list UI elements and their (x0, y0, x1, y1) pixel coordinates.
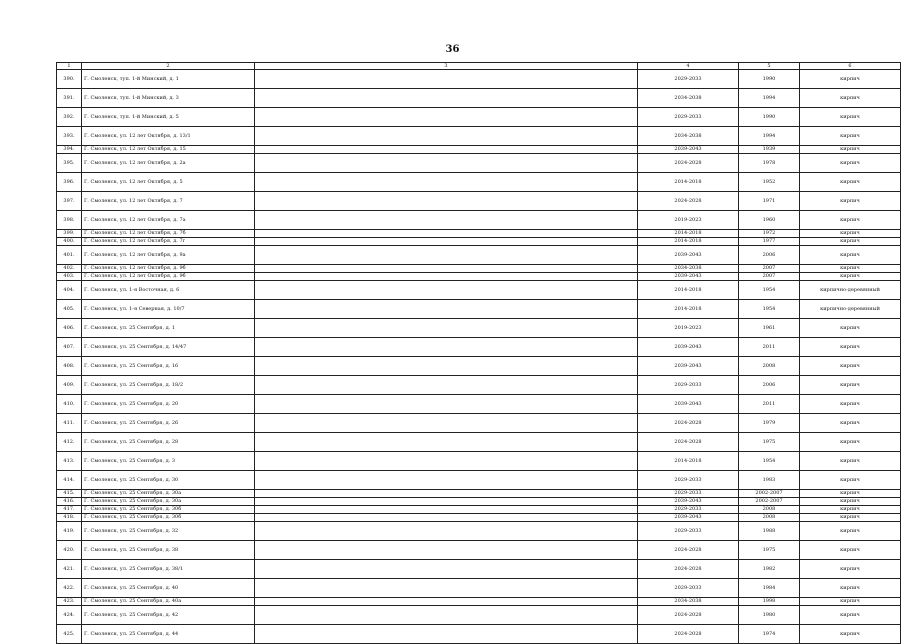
works-cell (255, 579, 638, 598)
period-cell: 2024-2028 (638, 154, 739, 173)
works-cell (255, 70, 638, 89)
address-cell: Г. Смоленск, ул. 25 Сентября, д. 16 (82, 357, 255, 376)
row-number: 403. (57, 273, 82, 281)
row-number: 415. (57, 490, 82, 498)
material-cell: кирпич (800, 625, 901, 644)
table-row (57, 625, 901, 644)
address-cell: Г. Смоленск, ул. 25 Сентября, д. 38/1 (82, 560, 255, 579)
row-number: 417. (57, 506, 82, 514)
address-cell: Г. Смоленск, ул. 25 Сентября, д. 3 (82, 452, 255, 471)
address-cell: Г. Смоленск, ул. 25 Сентября, д. 32 (82, 522, 255, 541)
period-cell: 2014-2018 (638, 281, 739, 300)
works-cell (255, 490, 638, 498)
address-cell: Г. Смоленск, ул. 25 Сентября, д. 42 (82, 606, 255, 625)
column-number: 3 (255, 63, 638, 70)
works-cell (255, 606, 638, 625)
table-row (57, 238, 901, 246)
row-number: 390. (57, 70, 82, 89)
material-cell: кирпич (800, 319, 901, 338)
table-row (57, 246, 901, 265)
address-cell: Г. Смоленск, ул. 25 Сентября, д. 30 (82, 471, 255, 490)
works-cell (255, 89, 638, 108)
row-number: 423. (57, 598, 82, 606)
address-cell: Г. Смоленск, ул. 25 Сентября, д. 30б (82, 506, 255, 514)
table-row (57, 471, 901, 490)
material-cell: кирпич (800, 606, 901, 625)
table-row (57, 281, 901, 300)
table-row (57, 230, 901, 238)
address-cell: Г. Смоленск, ул. 25 Сентября, д. 30а (82, 498, 255, 506)
material-cell: кирпич (800, 70, 901, 89)
page-number: 36 (445, 44, 460, 55)
material-cell: кирпич (800, 273, 901, 281)
row-number: 401. (57, 246, 82, 265)
material-cell: кирпич (800, 414, 901, 433)
address-cell: Г. Смоленск, ул. 25 Сентября, д. 26 (82, 414, 255, 433)
works-cell (255, 625, 638, 644)
year-cell: 2011 (739, 395, 800, 414)
column-number-row (57, 63, 901, 70)
year-cell: 1998 (739, 598, 800, 606)
works-cell (255, 522, 638, 541)
address-cell: Г. Смоленск, туп. 1-й Минский, д. 3 (82, 89, 255, 108)
material-cell: кирпич (800, 230, 901, 238)
year-cell: 1961 (739, 319, 800, 338)
works-cell (255, 506, 638, 514)
year-cell: 1975 (739, 433, 800, 452)
address-cell: Г. Смоленск, ул. 25 Сентября, д. 30б (82, 514, 255, 522)
table-row (57, 560, 901, 579)
address-cell: Г. Смоленск, ул. 25 Сентября, д. 20 (82, 395, 255, 414)
address-cell: Г. Смоленск, ул. 25 Сентября, д. 18/2 (82, 376, 255, 395)
material-cell: кирпич (800, 395, 901, 414)
row-number: 400. (57, 238, 82, 246)
year-cell: 1952 (739, 173, 800, 192)
year-cell: 1994 (739, 89, 800, 108)
address-cell: Г. Смоленск, ул. 12 лет Октября, д. 2а (82, 154, 255, 173)
row-number: 422. (57, 579, 82, 598)
year-cell: 2006 (739, 246, 800, 265)
works-cell (255, 376, 638, 395)
works-cell (255, 300, 638, 319)
period-cell: 2019-2023 (638, 319, 739, 338)
works-cell (255, 265, 638, 273)
year-cell: 1975 (739, 541, 800, 560)
year-cell: 2006 (739, 376, 800, 395)
row-number: 392. (57, 108, 82, 127)
address-cell: Г. Смоленск, ул. 12 лет Октября, д. 9а (82, 246, 255, 265)
works-cell (255, 541, 638, 560)
period-cell: 2014-2018 (638, 452, 739, 471)
row-number: 395. (57, 154, 82, 173)
table-row (57, 70, 901, 89)
material-cell: кирпич (800, 560, 901, 579)
row-number: 420. (57, 541, 82, 560)
period-cell: 2034-2038 (638, 127, 739, 146)
address-cell: Г. Смоленск, ул. 12 лет Октября, д. 7г (82, 238, 255, 246)
works-cell (255, 498, 638, 506)
material-cell: кирпич (800, 338, 901, 357)
year-cell: 1994 (739, 127, 800, 146)
year-cell: 1980 (739, 606, 800, 625)
works-cell (255, 471, 638, 490)
address-cell: Г. Смоленск, ул. 12 лет Октября, д. 7 (82, 192, 255, 211)
period-cell: 2014-2018 (638, 300, 739, 319)
works-cell (255, 452, 638, 471)
period-cell: 2024-2028 (638, 541, 739, 560)
works-cell (255, 211, 638, 230)
period-cell: 2029-2033 (638, 506, 739, 514)
row-number: 418. (57, 514, 82, 522)
material-cell: кирпич (800, 452, 901, 471)
table-row (57, 300, 901, 319)
period-cell: 2029-2033 (638, 471, 739, 490)
address-cell: Г. Смоленск, ул. 25 Сентября, д. 38 (82, 541, 255, 560)
address-cell: Г. Смоленск, ул. 25 Сентября, д. 30а (82, 490, 255, 498)
year-cell: 1983 (739, 471, 800, 490)
period-cell: 2014-2018 (638, 238, 739, 246)
period-cell: 2014-2018 (638, 230, 739, 238)
address-cell: Г. Смоленск, ул. 12 лет Октября, д. 5 (82, 173, 255, 192)
address-cell: Г. Смоленск, ул. 1-я Северная, д. 10/7 (82, 300, 255, 319)
works-cell (255, 414, 638, 433)
material-cell: кирпич (800, 146, 901, 154)
period-cell: 2029-2033 (638, 522, 739, 541)
works-cell (255, 395, 638, 414)
column-number: 1 (57, 63, 82, 70)
row-number: 393. (57, 127, 82, 146)
material-cell: кирпич (800, 490, 901, 498)
table-row (57, 89, 901, 108)
address-cell: Г. Смоленск, ул. 25 Сентября, д. 44 (82, 625, 255, 644)
table-row (57, 376, 901, 395)
year-cell: 1990 (739, 108, 800, 127)
material-cell: кирпич (800, 265, 901, 273)
period-cell: 2019-2023 (638, 211, 739, 230)
material-cell: кирпич (800, 154, 901, 173)
table-row (57, 211, 901, 230)
table-row (57, 273, 901, 281)
period-cell: 2039-2043 (638, 273, 739, 281)
address-cell: Г. Смоленск, ул. 12 лет Октября, д. 9б (82, 265, 255, 273)
address-cell: Г. Смоленск, ул. 12 лет Октября, д. 9б (82, 273, 255, 281)
table-row (57, 192, 901, 211)
works-cell (255, 108, 638, 127)
period-cell: 2024-2028 (638, 560, 739, 579)
material-cell: кирпич (800, 498, 901, 506)
works-cell (255, 560, 638, 579)
row-number: 414. (57, 471, 82, 490)
row-number: 396. (57, 173, 82, 192)
row-number: 399. (57, 230, 82, 238)
year-cell: 2011 (739, 338, 800, 357)
table-row (57, 541, 901, 560)
year-cell: 1977 (739, 238, 800, 246)
material-cell: кирпич (800, 211, 901, 230)
table-row (57, 598, 901, 606)
row-number: 421. (57, 560, 82, 579)
row-number: 402. (57, 265, 82, 273)
period-cell: 2034-2038 (638, 598, 739, 606)
row-number: 412. (57, 433, 82, 452)
period-cell: 2039-2043 (638, 338, 739, 357)
address-cell: Г. Смоленск, ул. 25 Сентября, д. 1 (82, 319, 255, 338)
material-cell: кирпич (800, 108, 901, 127)
material-cell: кирпич (800, 541, 901, 560)
works-cell (255, 173, 638, 192)
works-cell (255, 433, 638, 452)
works-cell (255, 598, 638, 606)
address-cell: Г. Смоленск, ул. 25 Сентября, д. 40а (82, 598, 255, 606)
works-cell (255, 273, 638, 281)
address-cell: Г. Смоленск, ул. 12 лет Октября, д. 7а (82, 211, 255, 230)
row-number: 397. (57, 192, 82, 211)
year-cell: 1978 (739, 154, 800, 173)
works-cell (255, 192, 638, 211)
row-number: 424. (57, 606, 82, 625)
row-number: 406. (57, 319, 82, 338)
period-cell: 2029-2033 (638, 376, 739, 395)
year-cell: 1954 (739, 281, 800, 300)
row-number: 409. (57, 376, 82, 395)
year-cell: 2002-2007 (739, 498, 800, 506)
row-number: 405. (57, 300, 82, 319)
year-cell: 1974 (739, 625, 800, 644)
address-cell: Г. Смоленск, туп. 1-й Минский, д. 5 (82, 108, 255, 127)
address-cell: Г. Смоленск, ул. 12 лет Октября, д. 7б (82, 230, 255, 238)
row-number: 411. (57, 414, 82, 433)
period-cell: 2034-2038 (638, 265, 739, 273)
period-cell: 2039-2043 (638, 146, 739, 154)
period-cell: 2039-2043 (638, 395, 739, 414)
material-cell: кирпич (800, 89, 901, 108)
housing-register-table (56, 62, 901, 644)
period-cell: 2024-2028 (638, 625, 739, 644)
year-cell: 1954 (739, 452, 800, 471)
row-number: 410. (57, 395, 82, 414)
table-row (57, 395, 901, 414)
period-cell: 2024-2028 (638, 414, 739, 433)
works-cell (255, 127, 638, 146)
row-number: 425. (57, 625, 82, 644)
period-cell: 2039-2043 (638, 498, 739, 506)
material-cell: кирпич (800, 522, 901, 541)
address-cell: Г. Смоленск, ул. 25 Сентября, д. 28 (82, 433, 255, 452)
row-number: 408. (57, 357, 82, 376)
year-cell: 1971 (739, 192, 800, 211)
year-cell: 1972 (739, 230, 800, 238)
year-cell: 2007 (739, 273, 800, 281)
period-cell: 2029-2033 (638, 490, 739, 498)
material-cell: кирпич (800, 192, 901, 211)
works-cell (255, 281, 638, 300)
period-cell: 2029-2033 (638, 579, 739, 598)
table-row (57, 514, 901, 522)
row-number: 416. (57, 498, 82, 506)
year-cell: 1979 (739, 414, 800, 433)
year-cell: 2008 (739, 357, 800, 376)
period-cell: 2029-2033 (638, 70, 739, 89)
table-row (57, 606, 901, 625)
year-cell: 1954 (739, 300, 800, 319)
table-row (57, 154, 901, 173)
year-cell: 1939 (739, 146, 800, 154)
material-cell: кирпич (800, 433, 901, 452)
table-row (57, 498, 901, 506)
row-number: 419. (57, 522, 82, 541)
address-cell: Г. Смоленск, ул. 25 Сентября, д. 40 (82, 579, 255, 598)
table-row (57, 108, 901, 127)
row-number: 413. (57, 452, 82, 471)
period-cell: 2039-2043 (638, 246, 739, 265)
table-row (57, 173, 901, 192)
column-number: 2 (82, 63, 255, 70)
table-row (57, 433, 901, 452)
year-cell: 1988 (739, 522, 800, 541)
column-number: 6 (800, 63, 901, 70)
year-cell: 1984 (739, 579, 800, 598)
material-cell: кирпич (800, 127, 901, 146)
row-number: 398. (57, 211, 82, 230)
year-cell: 2007 (739, 265, 800, 273)
material-cell: кирпич (800, 506, 901, 514)
table-row (57, 506, 901, 514)
works-cell (255, 319, 638, 338)
address-cell: Г. Смоленск, туп. 1-й Минский, д. 1 (82, 70, 255, 89)
year-cell: 2008 (739, 506, 800, 514)
period-cell: 2039-2043 (638, 514, 739, 522)
address-cell: Г. Смоленск, ул. 1-я Восточная, д. 6 (82, 281, 255, 300)
period-cell: 2024-2028 (638, 192, 739, 211)
works-cell (255, 154, 638, 173)
table-row (57, 579, 901, 598)
year-cell: 2008 (739, 514, 800, 522)
material-cell: кирпично-деревянный (800, 281, 901, 300)
table-row (57, 490, 901, 498)
material-cell: кирпич (800, 238, 901, 246)
row-number: 394. (57, 146, 82, 154)
period-cell: 2029-2033 (638, 108, 739, 127)
material-cell: кирпич (800, 357, 901, 376)
column-number: 4 (638, 63, 739, 70)
year-cell: 2002-2007 (739, 490, 800, 498)
table-row (57, 452, 901, 471)
table-row (57, 338, 901, 357)
table-row (57, 319, 901, 338)
period-cell: 2024-2028 (638, 606, 739, 625)
table-row (57, 522, 901, 541)
row-number: 404. (57, 281, 82, 300)
address-cell: Г. Смоленск, ул. 12 лет Октября, д. 13/1 (82, 127, 255, 146)
year-cell: 1990 (739, 70, 800, 89)
table-row (57, 414, 901, 433)
material-cell: кирпич (800, 246, 901, 265)
table-row (57, 265, 901, 273)
works-cell (255, 514, 638, 522)
material-cell: кирпич (800, 579, 901, 598)
works-cell (255, 338, 638, 357)
works-cell (255, 357, 638, 376)
material-cell: кирпич (800, 471, 901, 490)
works-cell (255, 146, 638, 154)
year-cell: 1960 (739, 211, 800, 230)
address-cell: Г. Смоленск, ул. 12 лет Октября, д. 15 (82, 146, 255, 154)
address-cell: Г. Смоленск, ул. 25 Сентября, д. 14/47 (82, 338, 255, 357)
row-number: 407. (57, 338, 82, 357)
table-row (57, 357, 901, 376)
material-cell: кирпично-деревянный (800, 300, 901, 319)
material-cell: кирпич (800, 514, 901, 522)
works-cell (255, 246, 638, 265)
period-cell: 2039-2043 (638, 357, 739, 376)
material-cell: кирпич (800, 598, 901, 606)
period-cell: 2014-2018 (638, 173, 739, 192)
row-number: 391. (57, 89, 82, 108)
period-cell: 2024-2028 (638, 433, 739, 452)
column-number: 5 (739, 63, 800, 70)
material-cell: кирпич (800, 173, 901, 192)
table-row (57, 127, 901, 146)
year-cell: 1982 (739, 560, 800, 579)
period-cell: 2034-2038 (638, 89, 739, 108)
table-row (57, 146, 901, 154)
material-cell: кирпич (800, 376, 901, 395)
works-cell (255, 238, 638, 246)
works-cell (255, 230, 638, 238)
